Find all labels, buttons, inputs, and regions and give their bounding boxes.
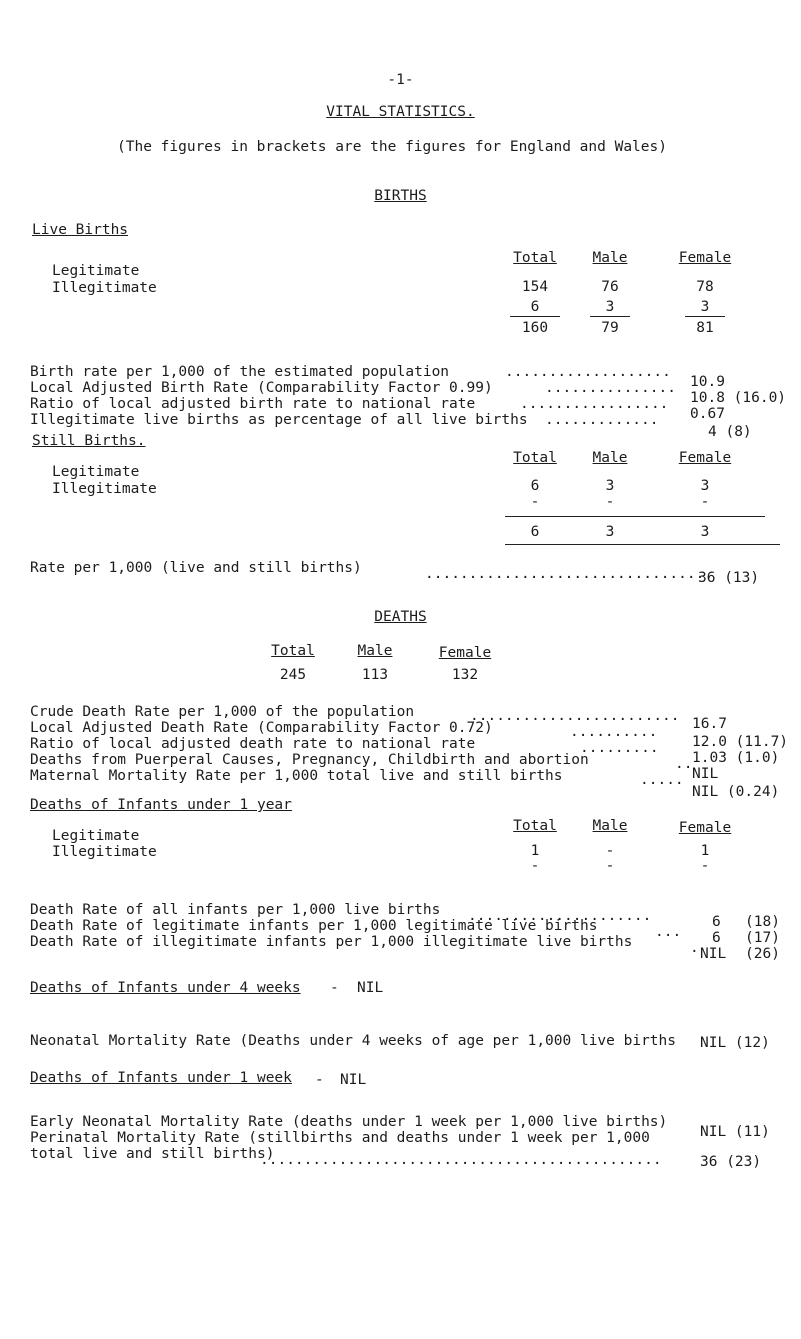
leader-dots: ........................ (470, 708, 680, 724)
live-leg-female: 78 (696, 279, 714, 295)
adj-death-rate-value: 12.0 (11.7) (692, 734, 789, 750)
puerperal-label: Deaths from Puerperal Causes, Pregnancy, Childbirth and abortion (30, 752, 589, 768)
still-illeg-total: - (530, 494, 540, 510)
live-illeg-total: 6 (530, 299, 540, 315)
still-leg-male: 3 (605, 478, 615, 494)
live-male-total: 79 (601, 320, 619, 336)
adj-birth-rate-value: 10.8 (16.0) (690, 390, 787, 406)
puerperal-value: NIL (692, 766, 719, 782)
live-leg-male: 76 (601, 279, 619, 295)
col-total: Total (513, 250, 557, 266)
leader-dots: ......... (580, 740, 659, 756)
leader-dots: ... (655, 924, 682, 940)
live-total: 160 (521, 320, 549, 336)
leader-dots: ................................. (425, 566, 714, 582)
rule-female (685, 316, 725, 317)
live-illeg-male: 3 (605, 299, 615, 315)
still-births-rule (505, 516, 765, 517)
rule-total (510, 316, 560, 317)
col-total: Total (271, 643, 315, 659)
adj-death-rate-label: Local Adjusted Death Rate (Comparability Factor 0.72) (30, 720, 493, 736)
crude-death-rate-label: Crude Death Rate per 1,000 of the population (30, 704, 415, 720)
all-infant-rate-value: 6 (712, 914, 721, 930)
illeg-pct-label: Illegitimate live births as percentage of all live births (30, 412, 528, 428)
under-1-week-label: Deaths of Infants under 1 week (30, 1070, 292, 1086)
leader-dots: .......... (570, 724, 658, 740)
ratio-birth-value: 0.67 (690, 406, 725, 422)
col-male: Male (357, 643, 393, 659)
early-neonatal-value: NIL (11) (700, 1124, 770, 1140)
deaths-heading: DEATHS (374, 609, 427, 625)
birth-rate-label: Birth rate per 1,000 of the estimated population (30, 364, 450, 380)
col-female: Female (678, 250, 732, 266)
col-female: Female (678, 820, 732, 836)
live-illeg-female: 3 (700, 299, 710, 315)
col-female: Female (438, 645, 492, 661)
col-male: Male (592, 818, 628, 834)
infants-under-1-year-label: Deaths of Infants under 1 year (30, 797, 292, 813)
illeg-infant-rate-value: NIL (700, 946, 727, 962)
leader-dots: ............... (545, 380, 676, 396)
inf-illeg-male: - (605, 858, 615, 874)
deaths-total: 245 (279, 667, 307, 683)
illeg-pct-value: 4 (8) (708, 424, 752, 440)
under-4-weeks-label: Deaths of Infants under 4 weeks (30, 980, 301, 996)
rule-male (590, 316, 630, 317)
leader-dots: ................... (505, 364, 671, 380)
dash: - (315, 1072, 324, 1088)
early-neonatal-label: Early Neonatal Mortality Rate (deaths under 1 week per 1,000 live births) (30, 1114, 668, 1130)
still-illeg-male: - (605, 494, 615, 510)
leader-dots: .. (675, 756, 693, 772)
row-label-illegitimate: Illegitimate (52, 844, 157, 860)
leader-dots: . (690, 940, 699, 956)
still-rate-value: 36 (13) (698, 570, 760, 586)
births-heading: BIRTHS (374, 188, 427, 204)
still-leg-female: 3 (700, 478, 710, 494)
inf-leg-total: 1 (530, 843, 540, 859)
inf-leg-female: 1 (700, 843, 710, 859)
row-label-legitimate: Legitimate (52, 263, 140, 279)
maternal-rate-value: NIL (0.24) (692, 784, 780, 800)
page-title: VITAL STATISTICS. (326, 104, 475, 120)
still-births-label: Still Births. (32, 433, 146, 449)
still-leg-total: 6 (530, 478, 540, 494)
live-female-total: 81 (696, 320, 714, 336)
still-total: 6 (530, 524, 540, 540)
leader-dots: ............. (545, 412, 659, 428)
inf-leg-male: - (605, 843, 615, 859)
ratio-birth-label: Ratio of local adjusted birth rate to national rate (30, 396, 476, 412)
col-total: Total (513, 818, 557, 834)
live-births-label: Live Births (32, 222, 129, 238)
perinatal-label: Perinatal Mortality Rate (stillbirths and deaths under 1 week per 1,000 (30, 1130, 650, 1146)
neonatal-value: NIL (12) (700, 1035, 770, 1051)
under-4-weeks-value: NIL (357, 980, 384, 996)
still-births-rule-double (505, 544, 780, 545)
row-label-illegitimate: Illegitimate (52, 280, 157, 296)
deaths-male: 113 (361, 667, 389, 683)
leg-infant-rate-ew: (17) (745, 930, 780, 946)
ratio-death-label: Ratio of local adjusted death rate to national rate (30, 736, 476, 752)
col-female: Female (678, 450, 732, 466)
col-male: Male (592, 250, 628, 266)
inf-illeg-female: - (700, 858, 710, 874)
row-label-illegitimate: Illegitimate (52, 481, 157, 497)
leg-infant-rate-value: 6 (712, 930, 721, 946)
deaths-female: 132 (451, 667, 479, 683)
adj-birth-rate-label: Local Adjusted Birth Rate (Comparability Factor 0.99) (30, 380, 493, 396)
row-label-legitimate: Legitimate (52, 828, 140, 844)
leg-infant-rate-label: Death Rate of legitimate infants per 1,000 legitimate live births (30, 918, 598, 934)
crude-death-rate-value: 16.7 (692, 716, 727, 732)
still-illeg-female: - (700, 494, 710, 510)
leader-dots: .............................................. (260, 1152, 662, 1168)
leader-dots: ................. (520, 396, 669, 412)
ratio-death-value: 1.03 (1.0) (692, 750, 780, 766)
under-1-week-value: NIL (340, 1072, 367, 1088)
still-female-total: 3 (700, 524, 710, 540)
all-infant-rate-label: Death Rate of all infants per 1,000 live births (30, 902, 441, 918)
still-male-total: 3 (605, 524, 615, 540)
all-infant-rate-ew: (18) (745, 914, 780, 930)
illeg-infant-rate-label: Death Rate of illegitimate infants per 1,000 illegitimate live births (30, 934, 633, 950)
row-label-legitimate: Legitimate (52, 464, 140, 480)
inf-illeg-total: - (530, 858, 540, 874)
leader-dots: ..... (640, 772, 684, 788)
col-total: Total (513, 450, 557, 466)
still-rate-label: Rate per 1,000 (live and still births) (30, 560, 362, 576)
birth-rate-value: 10.9 (690, 374, 725, 390)
perinatal-label-2: total live and still births) (30, 1146, 275, 1162)
dash: - (330, 980, 339, 996)
perinatal-value: 36 (23) (700, 1154, 762, 1170)
england-wales-note: (The figures in brackets are the figures for England and Wales) (117, 139, 667, 155)
illeg-infant-rate-ew: (26) (745, 946, 780, 962)
leader-dots: ..................... (468, 908, 652, 924)
live-leg-total: 154 (521, 279, 549, 295)
neonatal-label: Neonatal Mortality Rate (Deaths under 4 weeks of age per 1,000 live births (30, 1033, 677, 1049)
page-number: -1- (387, 72, 414, 88)
col-male: Male (592, 450, 628, 466)
maternal-rate-label: Maternal Mortality Rate per 1,000 total live and still births (30, 768, 563, 784)
